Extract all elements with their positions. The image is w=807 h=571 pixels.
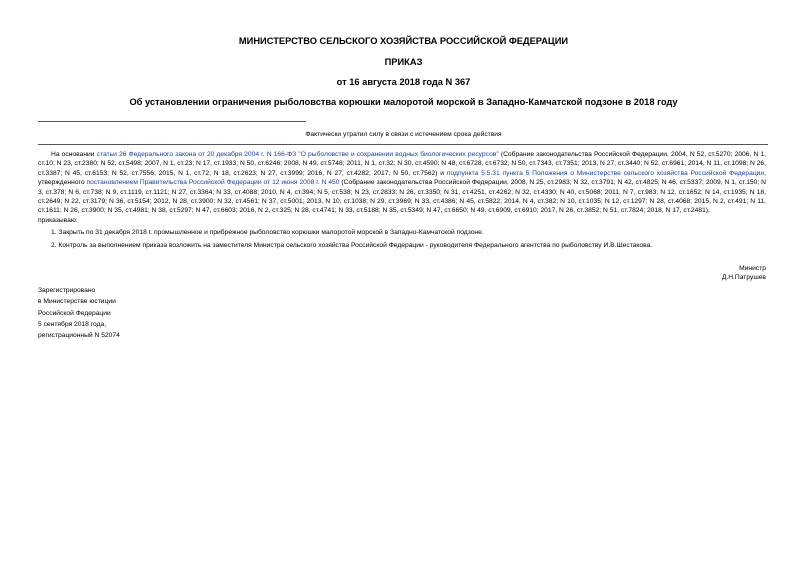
status-note: Фактически утратил силу в связи с истечением срока действия: [305, 131, 502, 138]
ministry-heading: МИНИСТЕРСТВО СЕЛЬСКОГО ХОЗЯЙСТВА РОССИЙСКОЙ ФЕДЕРАЦИИ: [238, 36, 569, 46]
document-body: [38, 150, 766, 250]
signature-name: Д.Н.Патрушев: [721, 274, 766, 282]
signature-position: Министр: [739, 265, 766, 272]
preamble-text-2: (Собрание законодательства Российской Федерации, 2004, N 52, ст.5270; 2006, N 1, ст.10; N 23, ст.2380; N 52, ст.5498; 2007, N 1, ст.23; N 17, ст.1933; N 50, ст.6246; 2008, N 49, ст.5748; 2011, N 1, ст.32; N 30, ст.4590; N 48, ст.6728, ст.6732; N 50, ст.7343, ст.7351; 2013, N 27, ст.3440; N 52, ст.6961; 2014, N 11, ст.1098; N 26, ст.3387; N 45, ст.6153; N 52, ст.7556; 2015, N 1, ст.72; N 18, ст.2623; N 27, ст.3999; 2016, N 27, ст.4282; 2017, N 50, ст.7562) и: [38, 151, 766, 177]
registration-line: Зарегистрировано: [38, 287, 96, 294]
document-title: Об установлении ограничения рыболовства корюшки малоротой морской в Западно-Камчатской подзоне в 2018 году: [129, 97, 678, 107]
document-type: ПРИКАЗ: [384, 57, 423, 67]
registration-line: в Министерстве юстиции: [38, 298, 116, 306]
signature-block: [722, 264, 766, 283]
regulation-subclause-link[interactable]: подпункта 5.5.31 пункта 5 Положения о Министерстве сельского хозяйства Российской Федерации: [446, 169, 765, 177]
preamble-text-1: На основании: [51, 151, 97, 158]
preamble-paragraph: [38, 150, 766, 216]
registration-line: 5 сентября 2018 года,: [38, 320, 107, 328]
preamble-text-4: (Собрание законодательства Российской Федерации, 2008, N 25, ст.2983; N 32, ст.3791; N 42, ст.4825; N 46, ст.5337; 2009, N 1, ст.150; N 3, ст.378; N 6, ст.738; N 9, ст.1119, ст.1121; N 27, ст.3364; N 33, ст.4088; 2010, N 4, ст.394; N 5, ст.538; N 23, ст.2833; N 26, ст.3350; N 31, ст.4251, ст.4262; N 32, ст.4330; N 40, ст.5068; 2011, N 7, ст.983; N 12, ст.1652; N 14, ст.1935; N 18, ст.2649; N 22, ст.3179; N 36, ст.5154; 2012, N 28, ст.3900; N 32, ст.4561; N 37, ст.5001; 2013, N 10, ст.1038; N 29, ст.3969; N 33, ст.4386; N 45, ст.5822; 2014, N 4, ст.382; N 10, ст.1035; N 12, ст.1297; N 28, ст.4068; 2015, N 2, ст.491; N 11, ст.1611; N 26, ст.3900; N 35, ст.4981; N 38, ст.5297; N 47, ст.6603; 2016, N 2, ст.325; N 28, ст.4741; N 33, ст.5188; N 35, ст.5349; N 47, ст.6650; N 49, ст.6909, ст.6910; 2017, N 26, ст.3852; N 51, ст.7824; 2018, N 17, ст.2481),: [38, 179, 766, 215]
order-item-1: 1. Закрыть по 31 декабря 2018 г. промышленное и прибрежное рыболовство корюшки малоротой морской в Западно-Камчатской подзоне.: [51, 229, 484, 237]
order-item-2: 2. Контроль за выполнением приказа возложить на заместителя Министра сельского хозяйства Российской Федерации - руководителя Федерального агентства по рыболовству И.В.Шестакова.: [51, 241, 653, 249]
registration-line: Российской Федерации: [38, 309, 111, 317]
registration-line: регистрационный N 52074: [38, 332, 120, 340]
document-date-number: от 16 августа 2018 года N 367: [336, 77, 471, 87]
government-decree-link[interactable]: постановлением Правительства Российской Федерации от 12 июня 2008 г. N 450: [86, 179, 340, 187]
title-separator: [38, 121, 306, 122]
registration-block: [38, 285, 120, 341]
preamble-text-3: , утвержденного: [38, 169, 766, 187]
order-word: приказываю:: [38, 216, 78, 224]
note-separator: [38, 144, 768, 145]
law-article-26-link[interactable]: статьи 26 Федерального закона от 20 декабря 2004 г. N 166-ФЗ "О рыболовстве и сохранении водных биологических ресурсов": [96, 151, 499, 158]
